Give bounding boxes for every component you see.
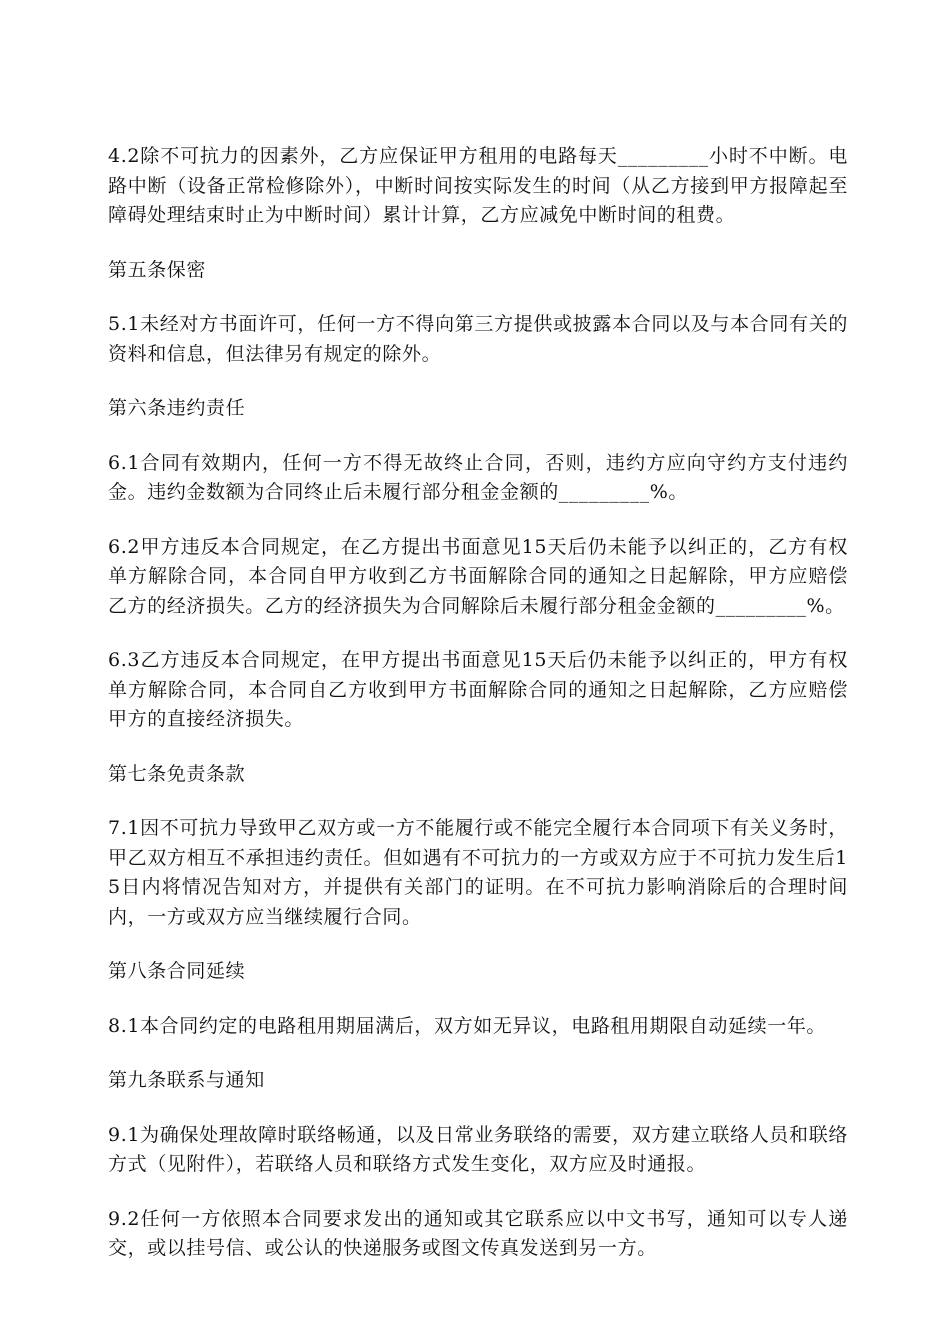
section-heading-9: 第九条联系与通知	[108, 1069, 265, 1091]
section-heading-5: 第五条保密	[108, 258, 207, 281]
clause-9-1: 9.1为确保处理故障时联络畅通，以及日常业务联络的需要，双方建立联络人员和联络方式（见附件），若联络人员和联络方式发生变化，双方应及时通报。	[108, 1123, 848, 1175]
clause-6-1: 6.1合同有效期内，任何一方不得无故终止合同，否则，违约方应向守约方支付违约金。违约金数额为合同终止后未履行部分租金金额的_________%。	[108, 451, 848, 503]
clause-5-1: 5.1未经对方书面许可，任何一方不得向第三方提供或披露本合同以及与本合同有关的资料和信息，但法律另有规定的除外。	[108, 313, 848, 365]
section-heading-8: 第八条合同延续	[108, 960, 246, 982]
clause-4-2: 4.2除不可抗力的因素外，乙方应保证甲方租用的电路每天_________小时不中断。电路中断（设备正常检修除外），中断时间按实际发生的时间（从乙方接到甲方报障起至障碍处理结束时止为中断时间）累计计算，乙方应减免中断时间的租费。	[108, 145, 848, 226]
clause-6-3: 6.3乙方违反本合同规定，在甲方提出书面意见15天后仍未能予以纠正的，甲方有权单方解除合同，本合同自乙方收到甲方书面解除合同的通知之日起解除，乙方应赔偿甲方的直接经济损失。	[108, 649, 848, 730]
clause-6-2: 6.2甲方违反本合同规定，在乙方提出书面意见15天后仍未能予以纠正的，乙方有权单方解除合同，本合同自甲方收到乙方书面解除合同的通知之日起解除，甲方应赔偿乙方的经济损失。乙方的经济损失为合同解除后未履行部分租金金额的_________%。	[108, 535, 848, 617]
clause-8-1: 8.1本合同约定的电路租用期届满后，双方如无异议，电路租用期限自动延续一年。	[108, 1014, 827, 1037]
section-heading-7: 第七条免责条款	[108, 762, 246, 785]
section-heading-6: 第六条违约责任	[108, 397, 246, 419]
clause-7-1: 7.1因不可抗力导致甲乙双方或一方不能履行或不能完全履行本合同项下有关义务时，甲乙双方相互不承担违约责任。但如遇有不可抗力的一方或双方应于不可抗力发生后15日内将情况告知对方，并提供有关部门的证明。在不可抗力影响消除后的合理时间内，一方或双方应当继续履行合同。	[108, 817, 848, 928]
document-body	[108, 142, 848, 1289]
clause-9-2: 9.2任何一方依照本合同要求发出的通知或其它联系应以中文书写，通知可以专人递交，或以挂号信、或公认的快递服务或图文传真发送到另一方。	[108, 1207, 848, 1259]
